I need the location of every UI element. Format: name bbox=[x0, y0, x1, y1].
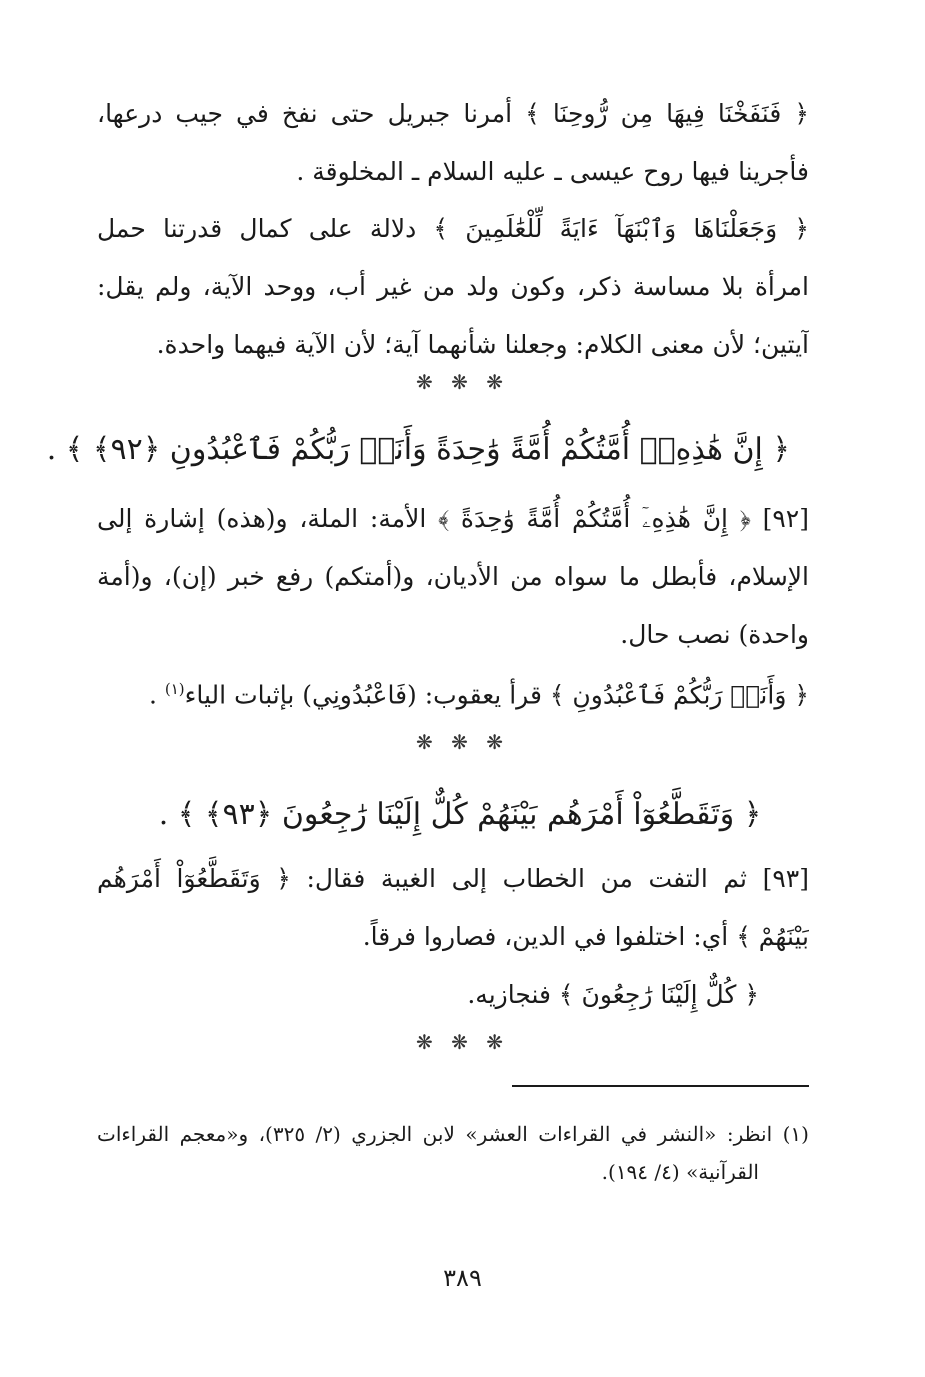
text-segment: ﴿ وَأَنَا۠ رَبُّكُمْ فَٱعْبُدُونِ ﴾ قرأ يعقوب: (فَاعْبُدُونِي) بإثبات الياء bbox=[184, 680, 809, 710]
section-separator: ❋ ❋ ❋ bbox=[416, 370, 509, 394]
text-line: امرأة بلا مساسة ذكر، وكون ولد من غير أب، ووحد الآية، ولم يقل: bbox=[97, 272, 809, 301]
text-segment: . bbox=[148, 680, 157, 710]
paragraph-annafakhna bbox=[97, 85, 809, 201]
text-line: ﴿ فَنَفَخْنَا فِيهَا مِن رُّوحِنَا ﴾ أمرنا جبريل حتى نفخ في جيب درعها، bbox=[97, 99, 809, 128]
text-line bbox=[97, 660, 809, 724]
text-line: ﴿ كُلٌّ إِلَيْنَا رَٰجِعُونَ ﴾ فنجازيه. bbox=[467, 980, 759, 1009]
verse-93: ﴿ وَتَقَطَّعُوٓاْ أَمْرَهُم بَيْنَهُمْ كُلٌّ إِلَيْنَا رَٰجِعُونَ ﴿٩٣﴾ ﴾ . bbox=[158, 797, 762, 832]
footnote-marker: (١) bbox=[164, 680, 185, 698]
text-line: آيتين؛ لأن معنى الكلام: وجعلنا شأنهما آية؛ لأن الآية فيهما واحدة. bbox=[156, 330, 809, 359]
footnote bbox=[97, 1115, 809, 1191]
page-number: ٣٨٩ bbox=[443, 1264, 482, 1292]
paragraph-kullun-ilayna bbox=[97, 966, 809, 1024]
paragraph-verse-93-commentary bbox=[97, 850, 809, 966]
paragraph-verse-92-commentary bbox=[97, 490, 809, 664]
text-line: ﴿ وَجَعَلْنَاهَا وَٱبْنَهَآ ءَايَةً لِّلْعَٰلَمِينَ ﴾ دلالة على كمال قدرتنا حمل bbox=[97, 214, 809, 243]
section-separator: ❋ ❋ ❋ bbox=[416, 1030, 509, 1054]
footnote-divider bbox=[512, 1085, 809, 1087]
text-line: فأجرينا فيها روح عيسى ـ عليه السلام ـ المخلوقة . bbox=[296, 157, 809, 186]
text-line: بَيْنَهُمْ ﴾ أي: اختلفوا في الدين، فصاروا فرقاً. bbox=[362, 922, 809, 951]
text-line: واحدة) نصب حال. bbox=[620, 620, 809, 649]
text-line: [٩٣] ثم التفت من الخطاب إلى الغيبة فقال: ﴿ وَتَقَطَّعُوٓاْ أَمْرَهُم bbox=[97, 864, 809, 893]
text-line: الإسلام، فأبطل ما سواه من الأديان، و(أمتكم) رفع خبر (إن)، و(أمة bbox=[97, 562, 809, 591]
text-line: [٩٢] ﴿ إِنَّ هَٰذِهِۦٓ أُمَّتُكُمْ أُمَّةً وَٰحِدَةً ﴾ الأمة: الملة، و(هذه) إشارة إلى bbox=[97, 504, 809, 533]
footnote-line: (١) انظر: «النشر في القراءات العشر» لابن الجزري (٢/ ٣٢٥)، و«معجم القراءات bbox=[97, 1122, 809, 1146]
footnote-line: القرآنية» (٤/ ١٩٤). bbox=[601, 1160, 759, 1184]
paragraph-wajaalnaha bbox=[97, 200, 809, 374]
section-separator: ❋ ❋ ❋ bbox=[416, 730, 509, 754]
verse-92: ﴿ إِنَّ هَٰذِهِۦٓ أُمَّتُكُمْ أُمَّةً وَٰحِدَةً وَأَنَا۠ رَبُّكُمْ فَٱعْبُدُونِ ﴿٩٢﴾ ﴾ . bbox=[46, 432, 790, 467]
paragraph-yaqub-reading bbox=[97, 660, 809, 724]
